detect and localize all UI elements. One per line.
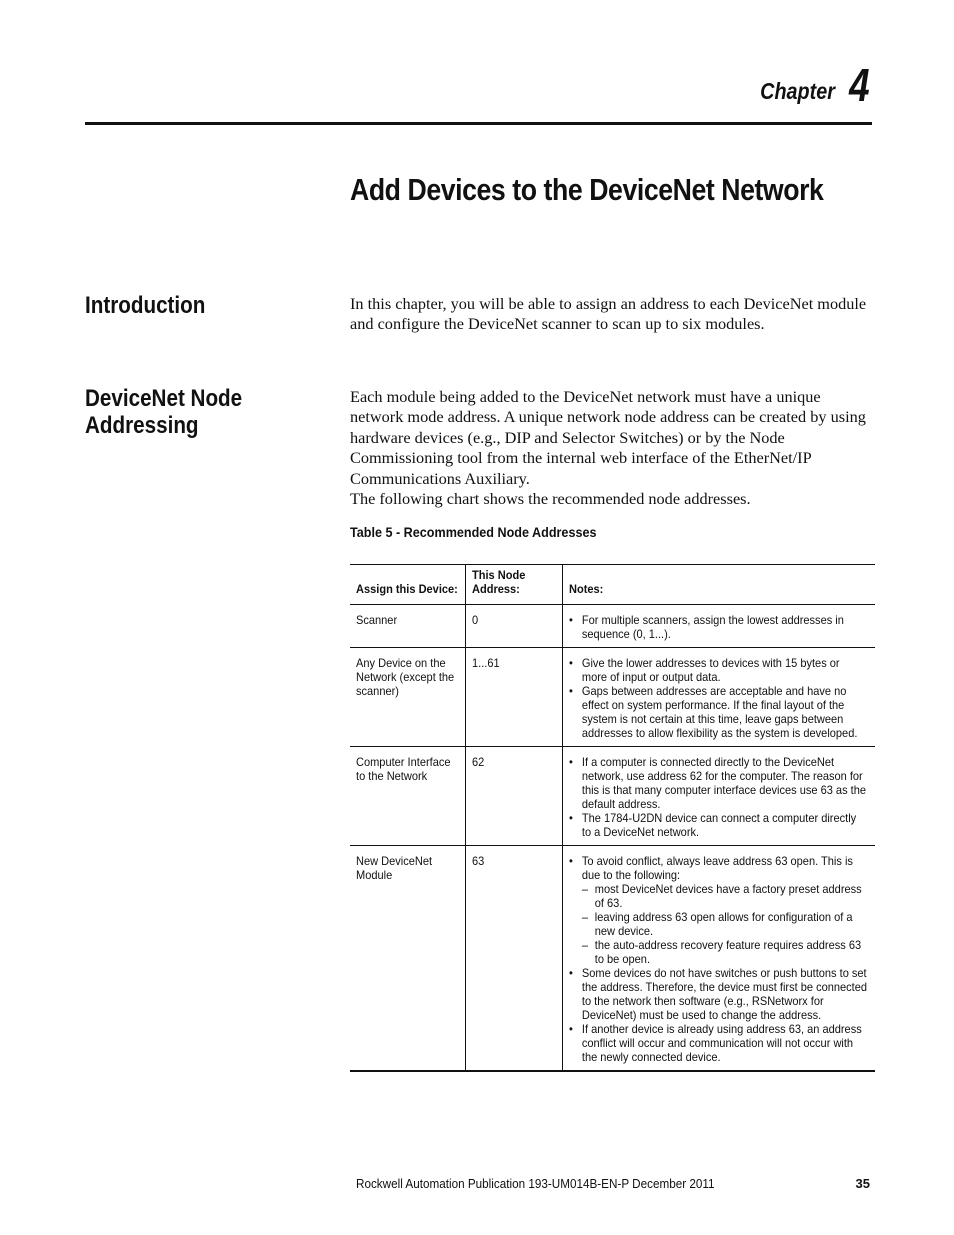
table-caption: Table 5 - Recommended Node Addresses — [350, 524, 597, 540]
page-title: Add Devices to the DeviceNet Network — [350, 172, 824, 207]
note-item: • Some devices do not have switches or push buttons to set the address. Therefore, the device must first be connected to the network then software (e.g., RSNetworx for DeviceNet) must be used to change the address. — [569, 966, 867, 1022]
chapter-number: 4 — [849, 59, 870, 111]
cell-notes — [563, 747, 876, 846]
introduction-paragraph: In this chapter, you will be able to assign an address to each DeviceNet module and configure the DeviceNet scanner to scan up to six modules. — [350, 294, 867, 334]
column-header-notes: Notes: — [563, 565, 876, 605]
table-row — [350, 747, 875, 846]
note-item: • If a computer is connected directly to the DeviceNet network, use address 62 for the computer. The reason for this is that many computer interface devices use 63 as the default address. — [569, 755, 867, 811]
note-subitem: – the auto-address recovery feature requires address 63 to be open. — [582, 938, 867, 966]
column-header-device: Assign this Device: — [350, 565, 466, 605]
note-item: • If another device is already using address 63, an address conflict will occur and communication will not occur with the newly connected device. — [569, 1022, 867, 1064]
note-item: • For multiple scanners, assign the lowest addresses in sequence (0, 1...). — [569, 613, 867, 641]
footer-page-number: 35 — [855, 1176, 870, 1191]
chapter-rule — [85, 122, 872, 125]
note-item: • The 1784-U2DN device can connect a computer directly to a DeviceNet network. — [569, 811, 867, 839]
chart-intro-paragraph: The following chart shows the recommended node addresses. — [350, 489, 751, 508]
note-subitem: – most DeviceNet devices have a factory preset address of 63. — [582, 882, 867, 910]
section-heading-introduction: Introduction — [85, 292, 206, 319]
cell-device: Scanner — [350, 605, 466, 648]
table-row — [350, 605, 875, 648]
note-item: • To avoid conflict, always leave address 63 open. This is due to the following: – most DeviceNet devices have a factory preset address of 63. – leaving address 63 open allows for configuration of a new device. – the auto-address recovery feature requires address 63 to be open. — [569, 854, 867, 966]
chapter-header — [748, 59, 871, 111]
table-header-row — [350, 565, 875, 605]
cell-device: Computer Interface to the Network — [350, 747, 466, 846]
cell-device: New DeviceNet Module — [350, 846, 466, 1072]
node-addressing-paragraph: Each module being added to the DeviceNet network must have a unique network mode address. A unique network node address can be created by using hardware devices (e.g., DIP and Selector Switches) or by the Node Commissioning tool from the internal web interface of the EtherNet/IP Communications Auxiliary. — [350, 387, 866, 488]
note-item: • Give the lower addresses to devices with 15 bytes or more of input or output data. — [569, 656, 867, 684]
table-row — [350, 846, 875, 1072]
chapter-label: Chapter — [759, 78, 835, 104]
footer-publication: Rockwell Automation Publication 193-UM014B-EN-P December 2011 — [356, 1176, 715, 1191]
cell-address: 62 — [466, 747, 563, 846]
table-row — [350, 648, 875, 747]
column-header-address: This Node Address: — [466, 565, 563, 605]
note-item: • Gaps between addresses are acceptable and have no effect on system performance. If the final layout of the system is not certain at this time, leave gaps between addresses to allow flexibility as the system is developed. — [569, 684, 867, 740]
cell-device: Any Device on the Network (except the scanner) — [350, 648, 466, 747]
cell-notes — [563, 605, 876, 648]
cell-address: 63 — [466, 846, 563, 1072]
note-subitem: – leaving address 63 open allows for configuration of a new device. — [582, 910, 867, 938]
cell-address: 1...61 — [466, 648, 563, 747]
cell-notes — [563, 648, 876, 747]
cell-address: 0 — [466, 605, 563, 648]
section-heading-node-addressing: DeviceNet Node Addressing — [85, 385, 243, 439]
node-address-table — [350, 564, 875, 1072]
cell-notes — [563, 846, 876, 1072]
